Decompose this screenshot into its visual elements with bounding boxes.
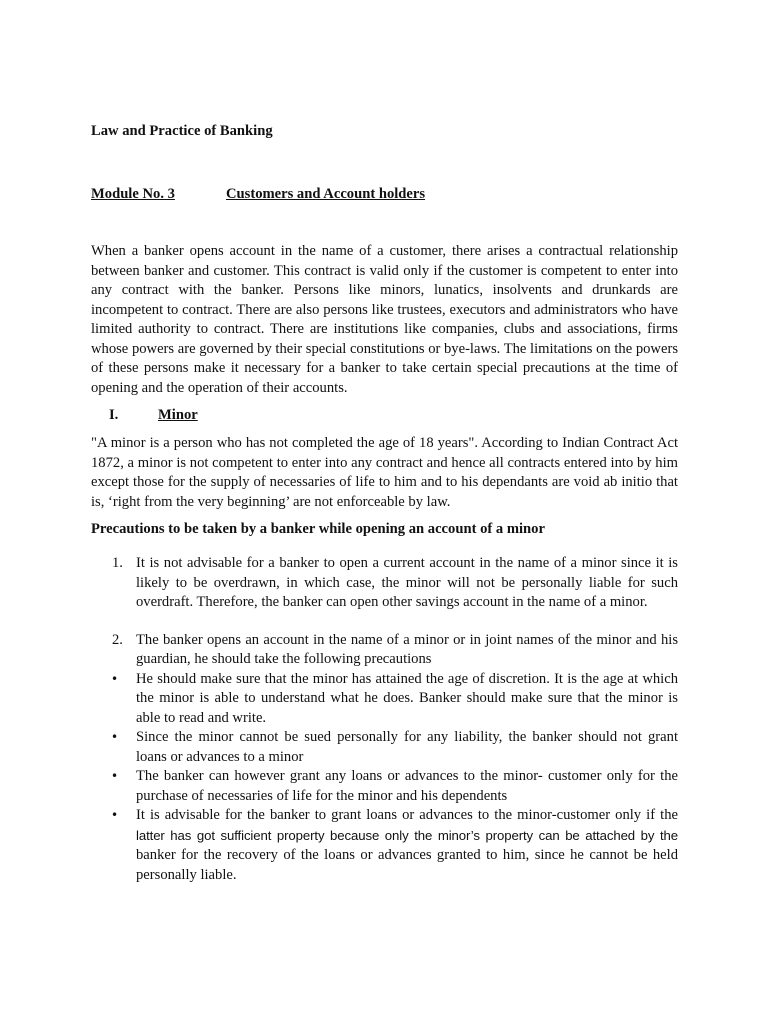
bullet-item-4 [91,806,678,885]
bullet-text: The banker can however grant any loans or advances to the minor- customer only for the purchase of necessaries of life for the minor and his dependents [136,768,678,804]
bullet-text-part-2: latter has got sufficient property because only the minor’s property can be attached by the [136,827,678,843]
numbered-item-text: It is not advisable for a banker to open a current account in the name of a minor since it is likely to be overdrawn, in which case, the minor will not be personally liable for such overdraft. Therefore, the banker can open other savings account in the name of a minor. [136,555,678,611]
bullet-text-part-1: It is advisable for the banker to grant loans or advances to the minor-customer only if the [136,807,678,824]
section-title: Minor [158,407,198,423]
bullet-item-3 [91,767,678,806]
numbered-item-text: The banker opens an account in the name of a minor or in joint names of the minor and his guardian, he should take the following precautions [136,631,678,668]
precautions-heading: Precautions to be taken by a banker while opening an account of a minor [91,521,545,537]
document-title: Law and Practice of Banking [91,123,273,139]
bullet-text: He should make sure that the minor has attained the age of discretion. It is the age at which the minor is able to understand what he does. Banker should make sure that the minor is able to read and write. [136,670,678,726]
module-number: Module No. 3 [91,186,175,202]
numbered-item-2 [91,631,678,670]
section-heading-minor [91,406,678,426]
section-number: I. [109,407,119,423]
document-page [91,122,678,885]
bullet-marker: • [111,671,119,686]
intro-paragraph: When a banker opens account in the name of a customer, there arises a contractual relationship between banker and customer. This contract is valid only if the customer is competent to enter into any contract with the banker. Persons like minors, lunatics, insolvents and drunkards are incompetent to contract. There are also persons like trustees, executors and administrators who have limited authority to contract. There are institutions like companies, clubs and associations, firms whose powers are governed by their special constitutions or bye-laws. The limitations on the powers of these persons make it necessary for a banker to take certain special precautions at the time of opening and the operation of their accounts. [91,243,678,396]
bullet-item-2 [91,728,678,767]
bullet-text: Since the minor cannot be sued personally for any liability, the banker should not grant loans or advances to a minor [136,729,678,765]
numbered-item-marker: 1. [112,555,123,572]
minor-definition-paragraph: "A minor is a person who has not completed the age of 18 years". According to Indian Contract Act 1872, a minor is not competent to enter into any contract and hence all contracts entered into by him except those for the supply of necessaries of life to him and to his dependants are void ab initio that is, ‘right from the very beginning’ are not enforceable by law. [91,435,678,510]
bullet-marker: • [111,808,119,823]
numbered-item-1 [91,554,678,613]
numbered-item-marker: 2. [112,631,123,648]
bullet-text [136,806,678,885]
bullet-text-part-3: banker for the recovery of the loans or advances granted to him, since he cannot be held personally liable. [136,847,678,883]
module-name: Customers and Account holders [226,186,426,202]
bullet-marker: • [111,769,119,784]
bullet-item-1 [91,670,678,729]
bullet-marker: • [111,730,119,745]
module-heading [91,185,678,205]
